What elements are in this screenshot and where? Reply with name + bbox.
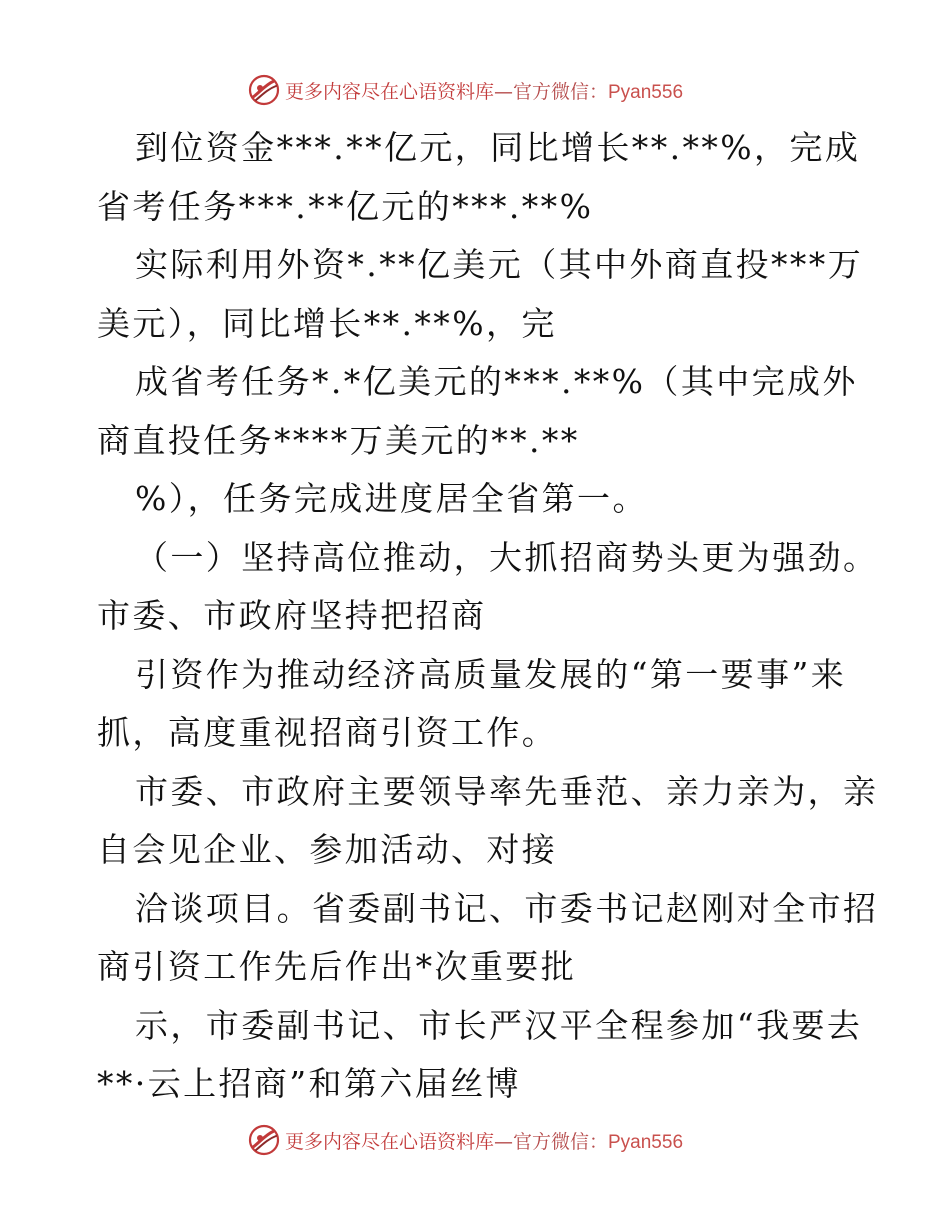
section-heading: （一）坚持高位推动，大抓招商势头更为强劲。 xyxy=(135,537,879,577)
body-line: 美元），同比增长**.**%，完 xyxy=(97,303,557,343)
body-line: 抓，高度重视招商引资工作。 xyxy=(97,713,558,752)
body-line: 商直投任务****万美元的**.** xyxy=(97,420,580,460)
body-line: **·云上招商”和第六届丝博 xyxy=(97,1064,521,1103)
body-line: 引资作为推动经济高质量发展的“第一要事”来 xyxy=(135,654,847,694)
body-line: 省考任务***.**亿元的***.**% xyxy=(97,186,594,226)
document-body xyxy=(97,119,879,1114)
body-line: 洽谈项目。省委副书记、市委书记赵刚对全市招 xyxy=(135,888,879,928)
header-banner xyxy=(0,70,950,110)
body-line: 市委、市政府坚持把招商 xyxy=(97,596,487,635)
header-brand-text: 更多内容尽在心语资料库 xyxy=(284,80,494,103)
body-line: 自会见企业、参加活动、对接 xyxy=(97,830,558,869)
footer-wechat-label: 官方微信： xyxy=(512,1130,608,1153)
brand-logo-icon xyxy=(247,1123,281,1157)
header-wechat-label: 官方微信： xyxy=(512,80,608,103)
body-line: %），任务完成进度居全省第一。 xyxy=(135,479,648,518)
header-separator: — xyxy=(493,80,513,103)
body-line: 成省考任务*.*亿美元的***.**%（其中完成外 xyxy=(135,362,858,401)
header-wechat-id: Pyan556 xyxy=(608,81,684,103)
body-line: 示，市委副书记、市长严汉平全程参加“我要去 xyxy=(135,1005,863,1045)
footer-separator: — xyxy=(493,1130,513,1153)
footer-text xyxy=(285,1127,683,1154)
footer-brand-text: 更多内容尽在心语资料库 xyxy=(284,1130,494,1153)
body-line: 商引资工作先后作出*次重要批 xyxy=(97,947,577,986)
body-line: 市委、市政府主要领导率先垂范、亲力亲为，亲 xyxy=(135,771,879,811)
brand-logo-icon xyxy=(247,73,281,107)
footer-wechat-id: Pyan556 xyxy=(608,1131,684,1153)
header-text xyxy=(285,77,683,104)
body-line: 实际利用外资*.**亿美元（其中外商直投***万 xyxy=(135,245,864,284)
footer-banner xyxy=(0,1120,950,1160)
body-line: 到位资金***.**亿元，同比增长**.**%，完成 xyxy=(135,128,861,167)
